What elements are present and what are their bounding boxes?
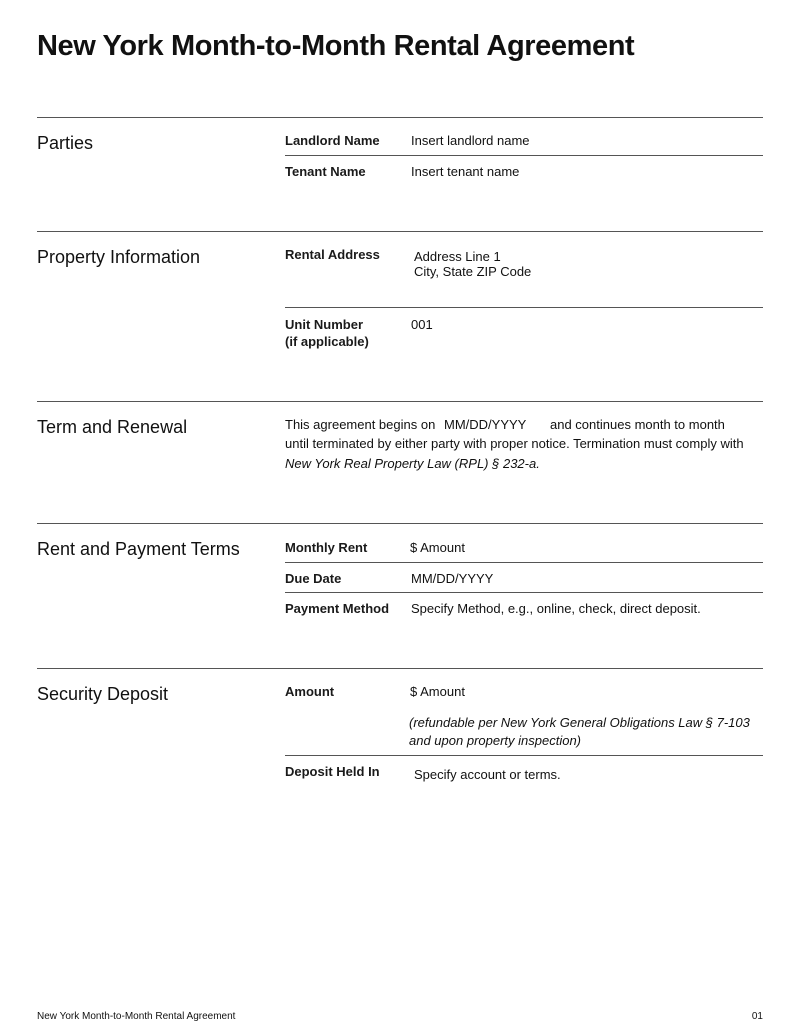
divider [37, 231, 763, 232]
tenant-name-field[interactable]: Insert tenant name [411, 164, 520, 179]
divider [37, 668, 763, 669]
landlord-name-label: Landlord Name [285, 133, 380, 148]
due-date-field[interactable]: MM/DD/YYYY [411, 571, 494, 586]
deposit-amount-label: Amount [285, 684, 335, 699]
term-text: until terminated by either party with proper notice. Termination must comply with [285, 436, 744, 451]
deposit-amount-field[interactable]: $ Amount [410, 684, 465, 699]
section-heading-deposit: Security Deposit [37, 684, 169, 704]
page-title: New York Month-to-Month Rental Agreement [37, 30, 635, 62]
unit-number-sublabel: (if applicable) [285, 334, 369, 349]
monthly-rent-label: Monthly Rent [285, 540, 368, 555]
address-line2-field[interactable]: City, State ZIP Code [414, 264, 532, 279]
address-line1-field[interactable]: Address Line 1 [414, 249, 501, 264]
payment-method-label: Payment Method [285, 601, 390, 616]
term-law-reference: New York Real Property Law (RPL) § 232-a. [285, 456, 540, 471]
rental-address-label: Rental Address [285, 247, 380, 262]
monthly-rent-field[interactable]: $ Amount [410, 540, 465, 555]
term-text: This agreement begins on [285, 417, 436, 432]
divider [285, 755, 763, 756]
divider [37, 117, 763, 118]
page-number: 01 [751, 1011, 763, 1022]
landlord-name-field[interactable]: Insert landlord name [411, 133, 530, 148]
due-date-label: Due Date [285, 571, 342, 586]
payment-method-field[interactable]: Specify Method, e.g., online, check, direct deposit. [411, 601, 701, 616]
divider [285, 562, 763, 563]
footer-title: New York Month-to-Month Rental Agreement [37, 1011, 236, 1022]
divider [285, 592, 763, 593]
tenant-name-label: Tenant Name [285, 164, 366, 179]
section-heading-property: Property Information [37, 247, 201, 267]
deposit-held-field[interactable]: Specify account or terms. [414, 767, 561, 782]
section-heading-rent: Rent and Payment Terms [37, 539, 240, 559]
deposit-note: (refundable per New York General Obligations Law § 7-103 [409, 715, 750, 730]
divider [285, 307, 763, 308]
divider [37, 401, 763, 402]
divider [285, 155, 763, 156]
start-date-field[interactable]: MM/DD/YYYY [444, 417, 527, 432]
unit-number-field[interactable]: 001 [411, 317, 433, 332]
deposit-held-label: Deposit Held In [285, 764, 380, 779]
term-text: and continues month to month [550, 417, 725, 432]
section-heading-parties: Parties [37, 133, 94, 153]
divider [37, 523, 763, 524]
deposit-note: and upon property inspection) [409, 733, 582, 748]
unit-number-label: Unit Number [285, 317, 363, 332]
section-heading-term: Term and Renewal [37, 417, 188, 437]
